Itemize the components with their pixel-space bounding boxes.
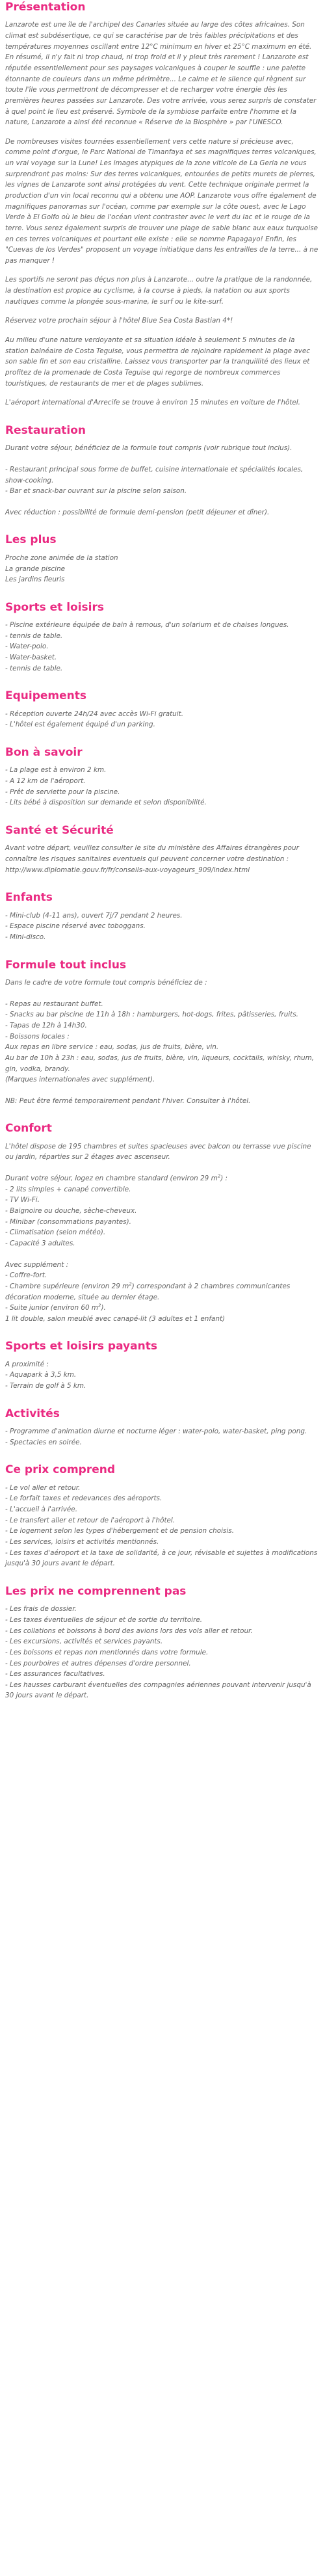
list-item: - Snacks au bar piscine de 11h à 18h : hamburgers, hot-dogs, frites, pâtisseries, fruits.: [5, 1011, 298, 1019]
list-item: - Les services, loisirs et activités mentionnés.: [5, 1538, 159, 1547]
list-item: - Le logement selon les types d'hébergement et de pension choisis.: [5, 1527, 235, 1535]
heading-formule-tout-inclus: Formule tout inclus: [5, 958, 127, 972]
list-item: - Mini-club (4-11 ans), ouvert 7j/7 pendant 2 heures.: [5, 911, 183, 920]
list-item: - Réception ouverte 24h/24 avec accès Wi-Fi gratuit.: [5, 710, 183, 718]
list-item: - Coffre-fort.: [5, 1271, 47, 1280]
presentation-paragraph: Au milieu d'une nature verdoyante et sa situation idéale à seulement 5 minutes de la station balnéaire de Costa Teguise, vous permettra de rejoindre rapidement la plage avec son sable fin et son eau cristalline. Laissez vous transporter par la tranquillité des lieux et profitez de la promenade de Costa Teguise qui regorge de nombreux commerces touristiques, de restaurants de mer et de plages sublimes.: [5, 336, 310, 388]
list-item: - TV Wi-Fi.: [5, 1196, 40, 1204]
list-item: - Repas au restaurant buffet.: [5, 1000, 103, 1008]
list-item: - Water-basket.: [5, 654, 57, 662]
restauration-intro: Durant votre séjour, bénéficiez de la formule tout compris (voir rubrique tout inclus).: [5, 444, 292, 453]
list-item: - Les assurances facultatives.: [5, 1670, 105, 1679]
list-item: - Restaurant principal sous forme de buffet, cuisine internationale et spécialités locales, show-cooking.: [5, 465, 304, 485]
supplement-text: - Suite junior (environ 60 m: [5, 1304, 98, 1312]
supplement-text-end: ).: [101, 1304, 106, 1312]
list-item: [5, 1303, 320, 1314]
confort-intro: L'hôtel dispose de 195 chambres et suites spacieuses avec balcon ou terrasse vue piscine ou jardin, réparties sur 2 étages avec ascenseur.: [5, 1142, 311, 1162]
list-item: - Programme d'animation diurne et nocturne léger : water-polo, water-basket, ping pong.: [5, 1427, 307, 1436]
list-item: - Bar et snack-bar ouvrant sur la piscine selon saison.: [5, 487, 187, 496]
presentation-paragraph: De nombreuses visites tournées essentiellement vers cette nature si précieuse avec, comme point d'orgue, le Parc National de Timanfaya et ses magnifiques terres volcaniques, un vrai voyage sur la Lune! Les images atypiques de la zone viticole de La Geria ne vous surprendront pas moins: Sur des terres volcaniques, entourées de petits murets de pierres, les vignes de Lanzarote sont ainsi protégées du vent. Cette technique originale permet la production d'un vin local reconnu qui a obtenu une AOP. Lanzarote vous offre également de magnifiques panoramas sur l'océan, comme par exemple sur la côte ouest, avec le Lago Verde à El Golfo où le bleu de l'océan vient contraster avec le vert du lac et le rouge de la terre. Vous serez également surpris de trouver une plage de sable blanc aux eaux turquoise en ces terres volcaniques et pourtant elle existe : elle se nomme Papagayo! Enfin, les "Cuevas de los Verdes" proposent un voyage initiatique dans les entrailles de la terre... à ne pas manquer !: [5, 137, 318, 265]
sante-text: Avant votre départ, veuillez consulter le site du ministère des Affaires étrangères pour connaître les risques sanitaires eventuels qui peuvent concerner votre destination : http://www.diplomatie.gouv.fr/fr/conseils-aux-voyageurs_909/index.html: [5, 844, 299, 874]
list-item: décoration moderne, située au dernier étage.: [5, 1293, 160, 1301]
list-item: - Espace piscine réservé avec toboggans.: [5, 922, 146, 931]
confort-room-text-end: ) :: [220, 1175, 228, 1183]
heading-sports-loisirs: Sports et loisirs: [5, 600, 104, 614]
list-item: - Le transfert aller et retour de l'aéroport à l'hôtel.: [5, 1516, 176, 1524]
superscript: 2: [98, 1303, 101, 1308]
formule-intro: Dans le cadre de votre formule tout compris bénéficiez de :: [5, 979, 207, 987]
list-item: 1 lit double, salon meublé avec canapé-lit (3 adultes et 1 enfant): [5, 1314, 226, 1323]
list-item: - Terrain de golf à 5 km.: [5, 1382, 86, 1390]
heading-restauration: Restauration: [5, 423, 86, 437]
list-item: - Prêt de serviette pour la piscine.: [5, 788, 120, 796]
list-item: Au bar de 10h à 23h : eau, sodas, jus de fruits, bière, vin, liqueurs, cocktails, whisky, rhum, gin, vodka, brandy.: [5, 1054, 315, 1073]
heading-bon-a-savoir: Bon à savoir: [5, 746, 83, 760]
list-item: - Lits bébé à disposition sur demande et selon disponibilité.: [5, 799, 207, 807]
list-item: - Les taxes d'aéroport et la taxe de solidarité, à ce jour, révisable et sujettes à modifications jusqu'à 30 jours avant le départ.: [5, 1548, 318, 1568]
list-item: - Boissons locales :: [5, 1032, 70, 1041]
section-sports-loisirs: [5, 601, 320, 674]
list-item: - Les hausses carburant éventuelles des compagnies aériennes pouvant intervenir jusqu'à 30 jours avant le départ.: [5, 1680, 311, 1700]
list-item: Proche zone animée de la station: [5, 553, 118, 562]
confort-room-line: [5, 1173, 320, 1184]
list-item: - L'accueil à l'arrivée.: [5, 1506, 77, 1514]
list-item: - Spectacles en soirée.: [5, 1438, 82, 1446]
heading-sports-loisirs-payants: Sports et loisirs payants: [5, 1340, 157, 1353]
supplement-title: Avec supplément :: [5, 1260, 69, 1269]
list-item: - Tapas de 12h à 14h30.: [5, 1021, 87, 1029]
list-item: La grande piscine: [5, 564, 66, 573]
list-item: - Mini-disco.: [5, 933, 46, 941]
list-item: A proximité :: [5, 1360, 49, 1368]
presentation-paragraph: L'aéroport international d'Arrecife se trouve à environ 15 minutes en voiture de l'hôtel.: [5, 399, 300, 407]
list-item: - Climatisation (selon météo).: [5, 1228, 106, 1237]
list-item: - Capacité 3 adultes.: [5, 1239, 75, 1247]
section-confort: [5, 1122, 320, 1324]
list-item: - Aquapark à 3,5 km.: [5, 1371, 77, 1379]
heading-les-plus: Les plus: [5, 533, 57, 547]
heading-ne-comprennent-pas: Les prix ne comprennent pas: [5, 1584, 187, 1598]
list-item: - Les frais de dossier.: [5, 1605, 77, 1613]
list-item: - Les taxes éventuelles de séjour et de sortie du territoire.: [5, 1615, 203, 1624]
superscript: 2: [217, 1173, 221, 1179]
heading-activites: Activités: [5, 1407, 60, 1420]
presentation-paragraph: Réservez votre prochain séjour à l'hôtel Blue Sea Costa Bastian 4*!: [5, 317, 233, 325]
section-presentation: [5, 1, 320, 408]
list-item: Les jardins fleuris: [5, 576, 65, 584]
list-item: - Les collations et boissons à bord des avions lors des vols aller et retour.: [5, 1627, 253, 1635]
hotel-description: [0, 1, 325, 1730]
section-activites: [5, 1407, 320, 1448]
section-sports-loisirs-payants: [5, 1340, 320, 1391]
restauration-note: Avec réduction : possibilité de formule demi-pension (petit déjeuner et dîner).: [5, 508, 270, 516]
heading-sante-securite: Santé et Sécurité: [5, 824, 114, 838]
heading-equipements: Equipements: [5, 689, 87, 703]
superscript: 2: [129, 1281, 132, 1287]
list-item: - Le vol aller et retour.: [5, 1483, 81, 1492]
list-item: - A 12 km de l'aéroport.: [5, 777, 86, 786]
list-item: - L'hôtel est également équipé d'un parking.: [5, 721, 155, 729]
list-item: - La plage est à environ 2 km.: [5, 766, 107, 775]
presentation-paragraph: Les sportifs ne seront pas déçus non plus à Lanzarote... outre la pratique de la randonnée, la destination est propice au cyclisme, à la course à pieds, la natation ou aux sports nautiques comme la plongée sous-marine, le surf ou le kite-surf.: [5, 276, 313, 306]
section-sante-securite: [5, 824, 320, 875]
section-enfants: [5, 891, 320, 942]
section-formule-tout-inclus: [5, 959, 320, 1107]
list-item: - Piscine extérieure équipée de bain à remous, d'un solarium et de chaises longues.: [5, 621, 289, 630]
section-equipements: [5, 689, 320, 730]
section-les-plus: [5, 533, 320, 585]
section-ce-prix-comprend: [5, 1463, 320, 1569]
heading-enfants: Enfants: [5, 891, 53, 905]
presentation-paragraph: Lanzarote est une île de l'archipel des Canaries située au large des côtes africaines. Son climat est subdésertique, ce qui se caractérise par de très faibles précipitations et des températures moyennes oscillant entre 12°C minimum en hiver et 25°C maximum en été. En résumé, il n'y fait ni trop chaud, ni trop froid et il y pleut très rarement ! Lanzarote est réputée essentiellement pour ses paysages volcaniques à couper le souffle : une palette étonnante de couleurs dans un même périmètre... Le calme et le silence qui règnent sur toute l'île vous permettront de décompresser et de recharger votre énergie dès les premières heures passées sur Lanzarote. Des votre arrivée, vous serez surpris de constater à quel point le lieu est préservé. Symbole de la symbiose parfaite entre l'homme et la nature, Lanzarote a ainsi été reconnue « Réserve de la Biosphère » par l'UNESCO.: [5, 21, 317, 127]
section-ne-comprennent-pas: [5, 1585, 320, 1701]
confort-room-text: Durant votre séjour, logez en chambre standard (environ 29 m: [5, 1175, 218, 1183]
heading-presentation: Présentation: [5, 1, 86, 14]
list-item: - Water-polo.: [5, 643, 49, 651]
section-bon-a-savoir: [5, 746, 320, 808]
list-item: - Les boissons et repas non mentionnés dans votre formule.: [5, 1648, 209, 1656]
list-item: (Marques internationales avec supplément).: [5, 1076, 155, 1084]
list-item: - 2 lits simples + canapé convertible.: [5, 1185, 131, 1193]
heading-confort: Confort: [5, 1122, 52, 1135]
list-item: - tennis de table.: [5, 631, 63, 640]
list-item: - tennis de table.: [5, 664, 63, 672]
list-item: - Le forfait taxes et redevances des aéroports.: [5, 1494, 162, 1503]
list-item: - Minibar (consommations payantes).: [5, 1217, 131, 1226]
list-item: - Baignoire ou douche, sèche-cheveux.: [5, 1207, 137, 1215]
list-item: Aux repas en libre service : eau, sodas, jus de fruits, bière, vin.: [5, 1043, 219, 1052]
list-item: - Les excursions, activités et services payants.: [5, 1638, 163, 1646]
list-item: [5, 1281, 320, 1292]
section-restauration: [5, 424, 320, 518]
list-item: - Les pourboires et autres dépenses d'ordre personnel.: [5, 1659, 191, 1667]
formule-note: NB: Peut être fermé temporairement pendant l'hiver. Consulter à l'hôtel.: [5, 1096, 251, 1105]
supplement-text-end: ) correspondant à 2 chambres communicantes: [131, 1282, 291, 1290]
supplement-text: - Chambre supérieure (environ 29 m: [5, 1282, 129, 1290]
heading-ce-prix-comprend: Ce prix comprend: [5, 1463, 116, 1477]
